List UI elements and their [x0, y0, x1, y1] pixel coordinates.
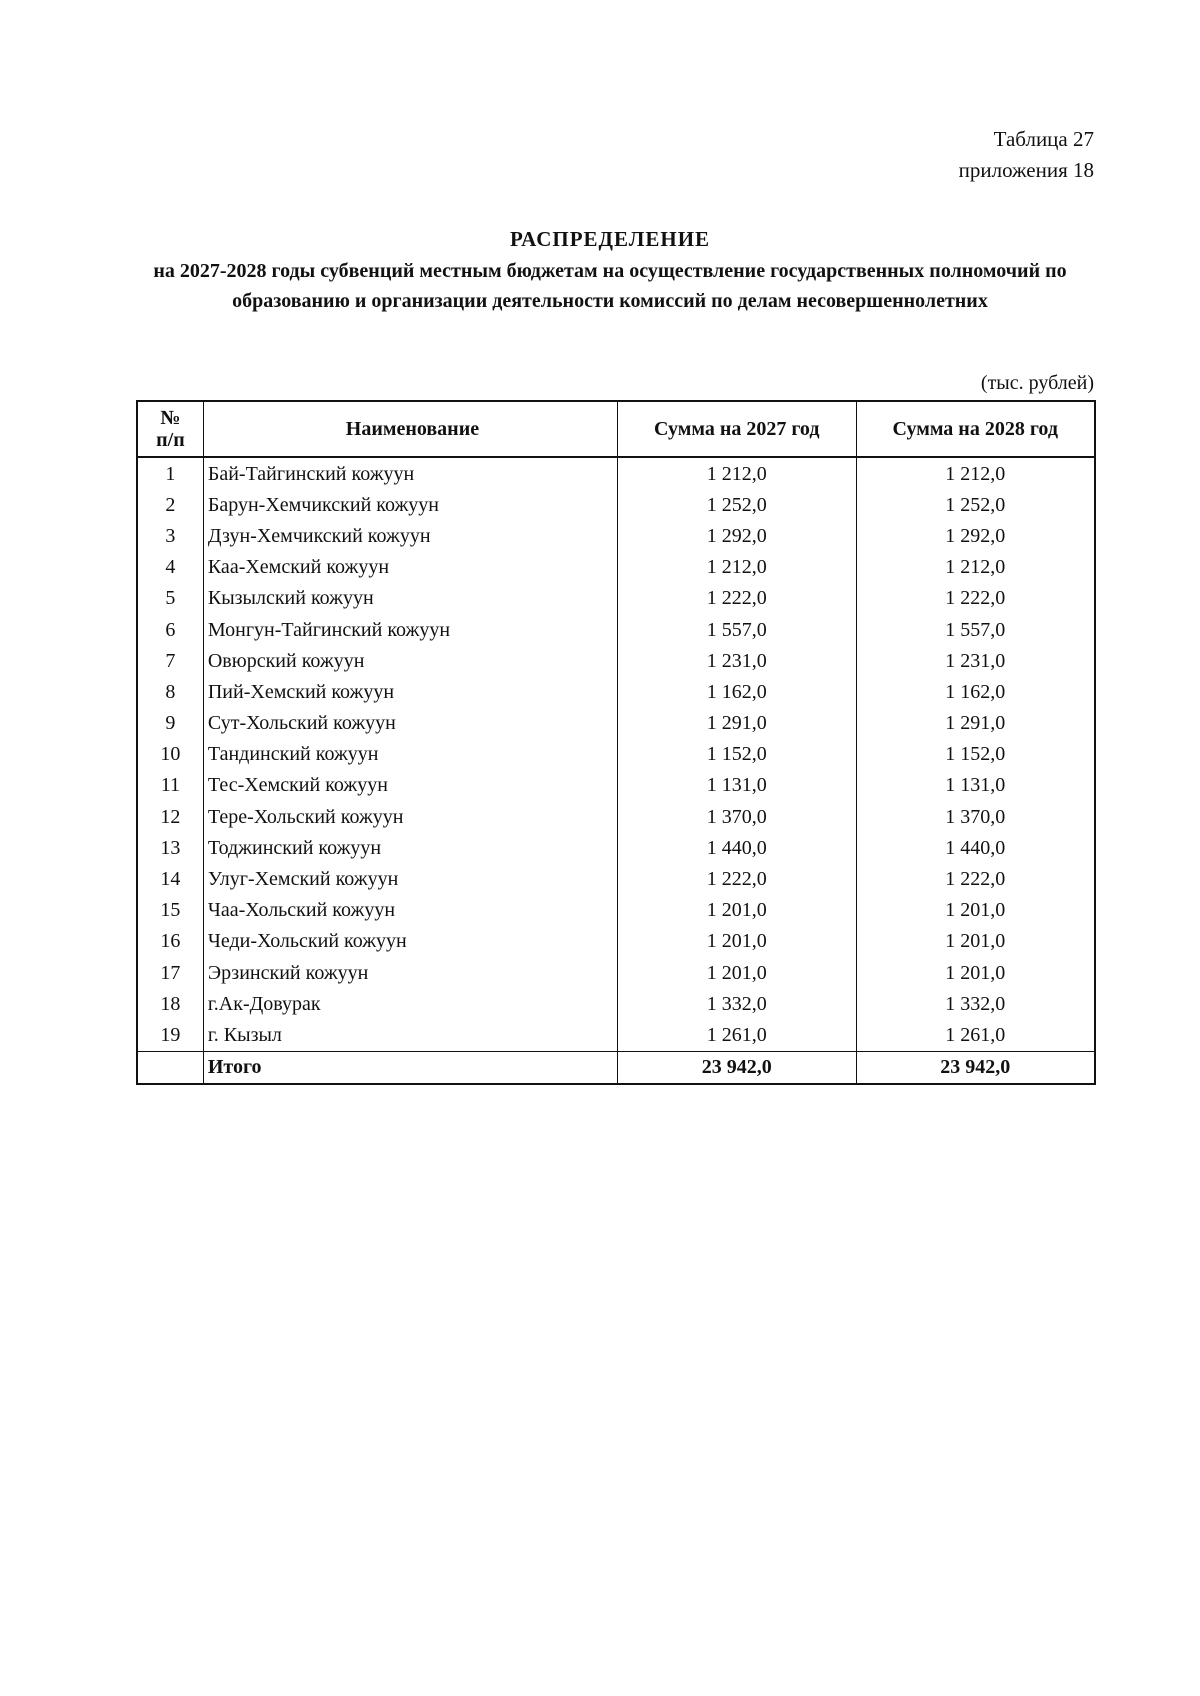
table-row [137, 895, 1095, 926]
row-name: Барун-Хемчикский кожуун [203, 489, 617, 520]
total-sum-2027: 23 942,0 [618, 1051, 856, 1084]
row-name: г.Ак-Довурак [203, 988, 617, 1019]
row-name: Пий-Хемский кожуун [203, 676, 617, 707]
row-sum-2028: 1 332,0 [856, 988, 1095, 1019]
row-num: 5 [137, 583, 203, 614]
table-row [137, 926, 1095, 957]
row-sum-2028: 1 292,0 [856, 520, 1095, 551]
row-sum-2027: 1 222,0 [618, 863, 856, 894]
row-sum-2027: 1 201,0 [618, 895, 856, 926]
row-name: Сут-Хольский кожуун [203, 708, 617, 739]
table-row [137, 708, 1095, 739]
table-row [137, 583, 1095, 614]
row-name: Овюрский кожуун [203, 645, 617, 676]
row-name: Тере-Хольский кожуун [203, 801, 617, 832]
row-sum-2028: 1 252,0 [856, 489, 1095, 520]
table-row [137, 520, 1095, 551]
row-name: Эрзинский кожуун [203, 957, 617, 988]
total-label: Итого [203, 1051, 617, 1084]
row-sum-2028: 1 370,0 [856, 801, 1095, 832]
row-num: 8 [137, 676, 203, 707]
row-sum-2028: 1 201,0 [856, 926, 1095, 957]
row-sum-2027: 1 557,0 [618, 614, 856, 645]
row-sum-2028: 1 557,0 [856, 614, 1095, 645]
row-name: г. Кызыл [203, 1019, 617, 1051]
row-num: 6 [137, 614, 203, 645]
row-sum-2028: 1 162,0 [856, 676, 1095, 707]
row-name: Каа-Хемский кожуун [203, 552, 617, 583]
row-num: 7 [137, 645, 203, 676]
row-num: 13 [137, 832, 203, 863]
header-num: № п/п [137, 401, 203, 457]
row-sum-2027: 1 231,0 [618, 645, 856, 676]
distribution-table [136, 400, 1096, 1085]
row-sum-2028: 1 201,0 [856, 895, 1095, 926]
row-name: Чаа-Хольский кожуун [203, 895, 617, 926]
header-row [137, 401, 1095, 457]
title-subtitle: на 2027-2028 годы субвенций местным бюджетам на осуществление государственных полномочий по образованию и организации деятельности комиссий по делам несовершеннолетних [153, 260, 1067, 312]
row-num: 19 [137, 1019, 203, 1051]
row-num: 9 [137, 708, 203, 739]
table-number: Таблица 27 [993, 127, 1094, 151]
table-body [137, 457, 1095, 1084]
row-sum-2028: 1 131,0 [856, 770, 1095, 801]
row-num: 3 [137, 520, 203, 551]
row-sum-2027: 1 212,0 [618, 457, 856, 489]
header-sum-2027: Сумма на 2027 год [618, 401, 856, 457]
row-num: 10 [137, 739, 203, 770]
row-num: 4 [137, 552, 203, 583]
row-sum-2028: 1 222,0 [856, 863, 1095, 894]
row-name: Чеди-Хольский кожуун [203, 926, 617, 957]
table-row [137, 676, 1095, 707]
row-name: Дзун-Хемчикский кожуун [203, 520, 617, 551]
table-row [137, 957, 1095, 988]
header-sum-2028: Сумма на 2028 год [856, 401, 1095, 457]
row-num: 18 [137, 988, 203, 1019]
table-reference [959, 124, 1094, 186]
row-sum-2027: 1 291,0 [618, 708, 856, 739]
row-sum-2027: 1 162,0 [618, 676, 856, 707]
table-row [137, 552, 1095, 583]
header-name: Наименование [203, 401, 617, 457]
row-sum-2027: 1 440,0 [618, 832, 856, 863]
row-sum-2027: 1 332,0 [618, 988, 856, 1019]
units-label: (тыс. рублей) [980, 372, 1094, 394]
table-row [137, 770, 1095, 801]
row-sum-2027: 1 212,0 [618, 552, 856, 583]
row-sum-2028: 1 440,0 [856, 832, 1095, 863]
total-num [137, 1051, 203, 1084]
row-sum-2028: 1 291,0 [856, 708, 1095, 739]
row-num: 2 [137, 489, 203, 520]
row-sum-2028: 1 152,0 [856, 739, 1095, 770]
row-sum-2027: 1 292,0 [618, 520, 856, 551]
row-sum-2028: 1 212,0 [856, 552, 1095, 583]
table-row [137, 457, 1095, 489]
row-sum-2027: 1 131,0 [618, 770, 856, 801]
row-sum-2027: 1 201,0 [618, 957, 856, 988]
row-sum-2027: 1 201,0 [618, 926, 856, 957]
row-name: Бай-Тайгинский кожуун [203, 457, 617, 489]
table-row [137, 739, 1095, 770]
row-sum-2027: 1 152,0 [618, 739, 856, 770]
table-row [137, 1019, 1095, 1051]
row-num: 16 [137, 926, 203, 957]
row-name: Улуг-Хемский кожуун [203, 863, 617, 894]
row-sum-2028: 1 201,0 [856, 957, 1095, 988]
row-name: Тес-Хемский кожуун [203, 770, 617, 801]
row-num: 11 [137, 770, 203, 801]
table-row [137, 988, 1095, 1019]
row-sum-2028: 1 222,0 [856, 583, 1095, 614]
row-sum-2027: 1 252,0 [618, 489, 856, 520]
table-row [137, 614, 1095, 645]
row-name: Тандинский кожуун [203, 739, 617, 770]
row-sum-2028: 1 261,0 [856, 1019, 1095, 1051]
row-num: 12 [137, 801, 203, 832]
table-row [137, 645, 1095, 676]
table-row [137, 832, 1095, 863]
appendix-number: приложения 18 [958, 158, 1094, 182]
row-sum-2027: 1 222,0 [618, 583, 856, 614]
title-main: РАСПРЕДЕЛЕНИЕ [509, 227, 711, 251]
table-header [137, 401, 1095, 457]
table-row [137, 801, 1095, 832]
row-name: Тоджинский кожуун [203, 832, 617, 863]
row-num: 14 [137, 863, 203, 894]
row-sum-2027: 1 261,0 [618, 1019, 856, 1051]
total-row [137, 1051, 1095, 1084]
row-name: Кызылский кожуун [203, 583, 617, 614]
row-name: Монгун-Тайгинский кожуун [203, 614, 617, 645]
total-sum-2028: 23 942,0 [856, 1051, 1095, 1084]
row-num: 1 [137, 457, 203, 489]
table-row [137, 863, 1095, 894]
document-title [130, 224, 1090, 316]
row-num: 15 [137, 895, 203, 926]
row-sum-2027: 1 370,0 [618, 801, 856, 832]
row-num: 17 [137, 957, 203, 988]
row-sum-2028: 1 212,0 [856, 457, 1095, 489]
row-sum-2028: 1 231,0 [856, 645, 1095, 676]
table-row [137, 489, 1095, 520]
